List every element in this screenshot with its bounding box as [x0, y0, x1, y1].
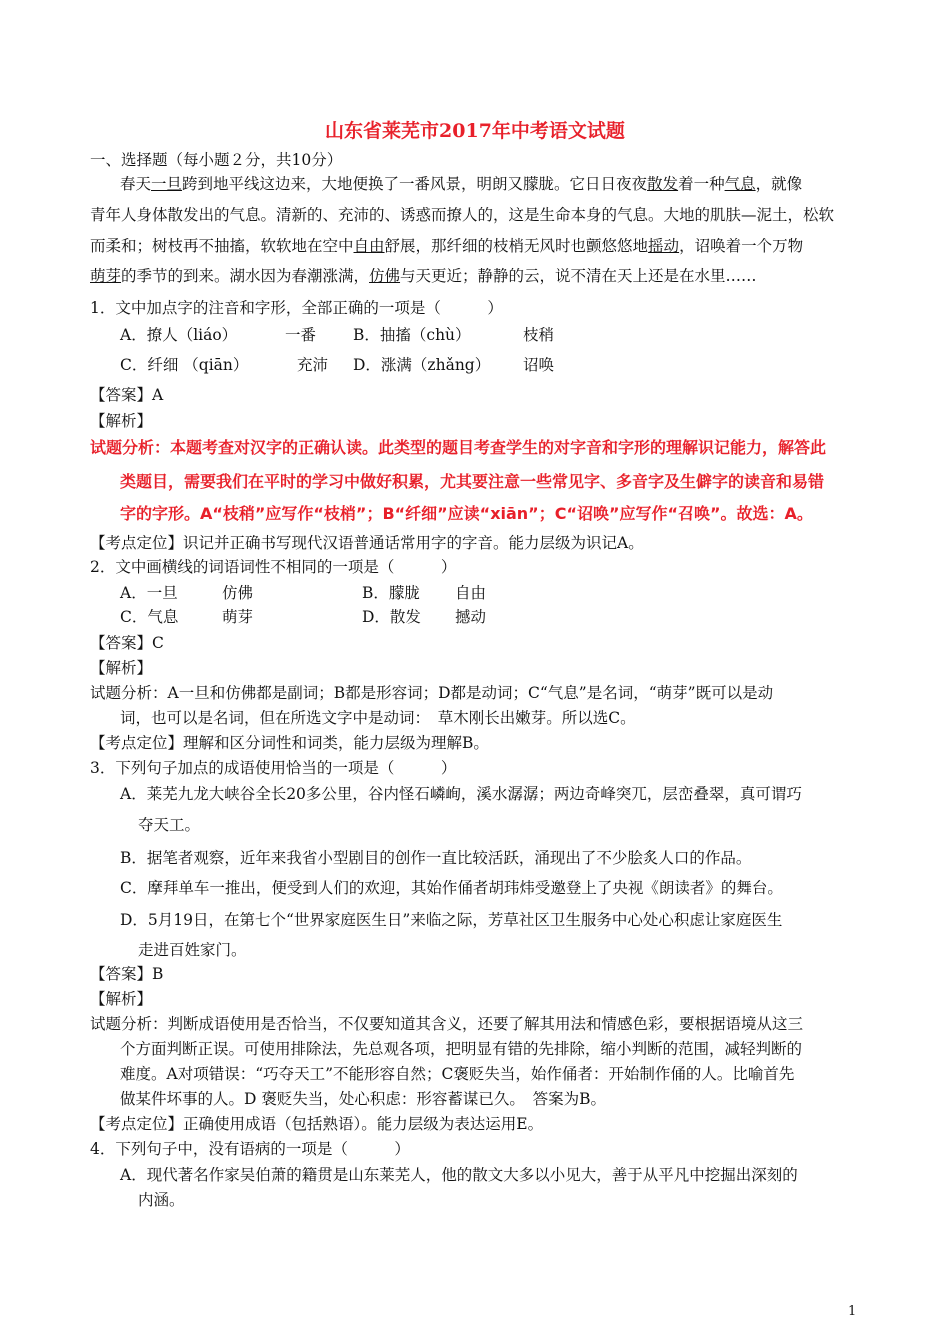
option-text: B．朦胧	[362, 584, 420, 602]
passage-text: 跨到地平线这边来，大地便换了一番风景，明朗又朦胧。它日日夜夜	[182, 175, 648, 193]
analysis-text: 做某件坏事的人。D 褒贬失当，处心积虑：形容蓄谋已久。 答案为B。	[120, 1090, 606, 1108]
option-text: C．纤细 （qiān）	[120, 356, 249, 374]
answer-label: 【答案】A	[90, 386, 164, 404]
passage-text: 而柔和；树枝再不抽搐，软软地在空中	[90, 237, 354, 255]
question-stem: 2．文中画横线的词语词性不相同的一项是（ ）	[90, 558, 457, 576]
option-text: 走进百姓家门。	[138, 941, 247, 959]
passage-line	[90, 236, 803, 256]
option-text: B．据笔者观察，近年来我省小型剧目的创作一直比较活跃，涌现出了不少脍炙人口的作品。	[120, 849, 752, 867]
passage-text: 春天	[120, 175, 152, 193]
option-text: A．现代著名作家吴伯萧的籍贯是山东莱芜人，他的散文大多以小见大，善于从平凡中挖掘出深刻的	[120, 1166, 798, 1184]
section-heading: 一、选择题（每小题２分，共10分）	[90, 151, 343, 169]
underlined-word: 萌芽	[90, 267, 122, 285]
analysis-label: 【解析】	[90, 990, 153, 1008]
passage-text: 的季节的到来。湖水因为春潮涨满，	[121, 267, 370, 285]
option-text: A．撩人（liáo）	[120, 326, 238, 344]
underlined-word: 摇动	[648, 237, 680, 255]
option-text: B．抽搐（chù）	[353, 326, 471, 344]
analysis-text: 试题分析：A一旦和仿佛都是副词；B都是形容词；D都是动词；C“气息”是名词，“萌芽”既可以是动	[90, 684, 774, 702]
option-text: 萌芽	[222, 608, 254, 626]
option-text: 充沛	[297, 356, 329, 374]
passage-line	[120, 174, 802, 194]
underlined-word: 仿佛	[369, 267, 401, 285]
option-text: 一番	[285, 326, 317, 344]
passage-text: 与天更近；静静的云，说不清在天上还是在水里……	[400, 267, 757, 285]
passage-text: ，诏唤着一个万物	[679, 237, 804, 255]
analysis-label: 【解析】	[90, 412, 153, 430]
question-stem: 4．下列句子中，没有语病的一项是（ ）	[90, 1140, 410, 1158]
option-text: 枝稍	[523, 326, 555, 344]
passage-line: 青年人身体散发出的气息。清新的、充沛的、诱惑而撩人的，这是生命本身的气息。大地的肌肤—泥土，松软	[90, 206, 835, 224]
underlined-word: 自由	[353, 237, 385, 255]
option-text: 仿佛	[222, 584, 254, 602]
question-stem: 3．下列句子加点的成语使用恰当的一项是（ ）	[90, 759, 457, 777]
option-text: D．5月19日，在第七个“世界家庭医生日”来临之际，芳草社区卫生服务中心处心积虑让家庭医生	[120, 911, 783, 929]
option-text: A．一旦	[120, 584, 178, 602]
analysis-text: 词，也可以是名词，但在所选文字中是动词： 草木刚长出嫩芽。所以选C。	[120, 709, 636, 727]
option-text: C．气息	[120, 608, 179, 626]
analysis-text: 试题分析：判断成语使用是否恰当，不仅要知道其含义，还要了解其用法和情感色彩，要根据语境从这三	[90, 1015, 804, 1033]
analysis-text: 类题目，需要我们在平时的学习中做好积累，尤其要注意一些常见字、多音字及生僻字的读音和易错	[120, 472, 825, 491]
answer-label: 【答案】C	[90, 634, 164, 652]
passage-text: 着一种	[678, 175, 725, 193]
underlined-word: 一旦	[151, 175, 183, 193]
option-text: D．散发	[362, 608, 421, 626]
option-text: 夺天工。	[138, 816, 201, 834]
analysis-text: 字的字形。A“枝稍”应写作“枝梢”；B“纤细”应读“xiān”；C“诏唤”应写作“召唤”。故选：A。	[120, 504, 813, 523]
page-title: 山东省莱芜市2017年中考语文试题	[325, 120, 625, 142]
option-text: 自由	[455, 584, 487, 602]
analysis-label: 【解析】	[90, 659, 153, 677]
underlined-word: 散发	[647, 175, 679, 193]
option-text: C．摩拜单车一推出，便受到人们的欢迎，其始作俑者胡玮炜受邀登上了央视《朗读者》的舞台。	[120, 879, 783, 897]
page-number: 1	[848, 1304, 857, 1319]
passage-line	[90, 266, 757, 286]
passage-text: 舒展，那纤细的枝梢无风时也颤悠悠地	[384, 237, 649, 255]
knowledge-point: 【考点定位】识记并正确书写现代汉语普通话常用字的字音。能力层级为识记A。	[90, 534, 644, 552]
analysis-text: 试题分析：本题考查对汉字的正确认读。此类型的题目考查学生的对字音和字形的理解识记能力，解答此	[90, 438, 827, 457]
option-text: 诏唤	[523, 356, 555, 374]
knowledge-point: 【考点定位】理解和区分词性和词类，能力层级为理解B。	[90, 734, 489, 752]
knowledge-point: 【考点定位】正确使用成语（包括熟语）。能力层级为表达运用E。	[90, 1115, 544, 1133]
analysis-text: 难度。A对项错误：“巧夺天工”不能形容自然；C褒贬失当，始作俑者：开始制作俑的人。比喻首先	[120, 1065, 795, 1083]
question-stem: 1．文中加点字的注音和字形，全部正确的一项是（ ）	[90, 299, 503, 317]
option-text: 撼动	[455, 608, 487, 626]
analysis-text: 个方面判断正误。可使用排除法，先总观各项，把明显有错的先排除，缩小判断的范围，减轻判断的	[120, 1040, 803, 1058]
underlined-word: 气息	[724, 175, 756, 193]
option-text: D．涨满（zhǎng）	[353, 356, 491, 374]
option-text: A．莱芜九龙大峡谷全长20多公里，谷内怪石嶙峋，溪水潺潺；两边奇峰突兀，层峦叠翠，真可谓巧	[120, 785, 802, 803]
answer-label: 【答案】B	[90, 965, 164, 983]
option-text: 内涵。	[138, 1191, 185, 1209]
passage-text: ，就像	[755, 175, 803, 193]
